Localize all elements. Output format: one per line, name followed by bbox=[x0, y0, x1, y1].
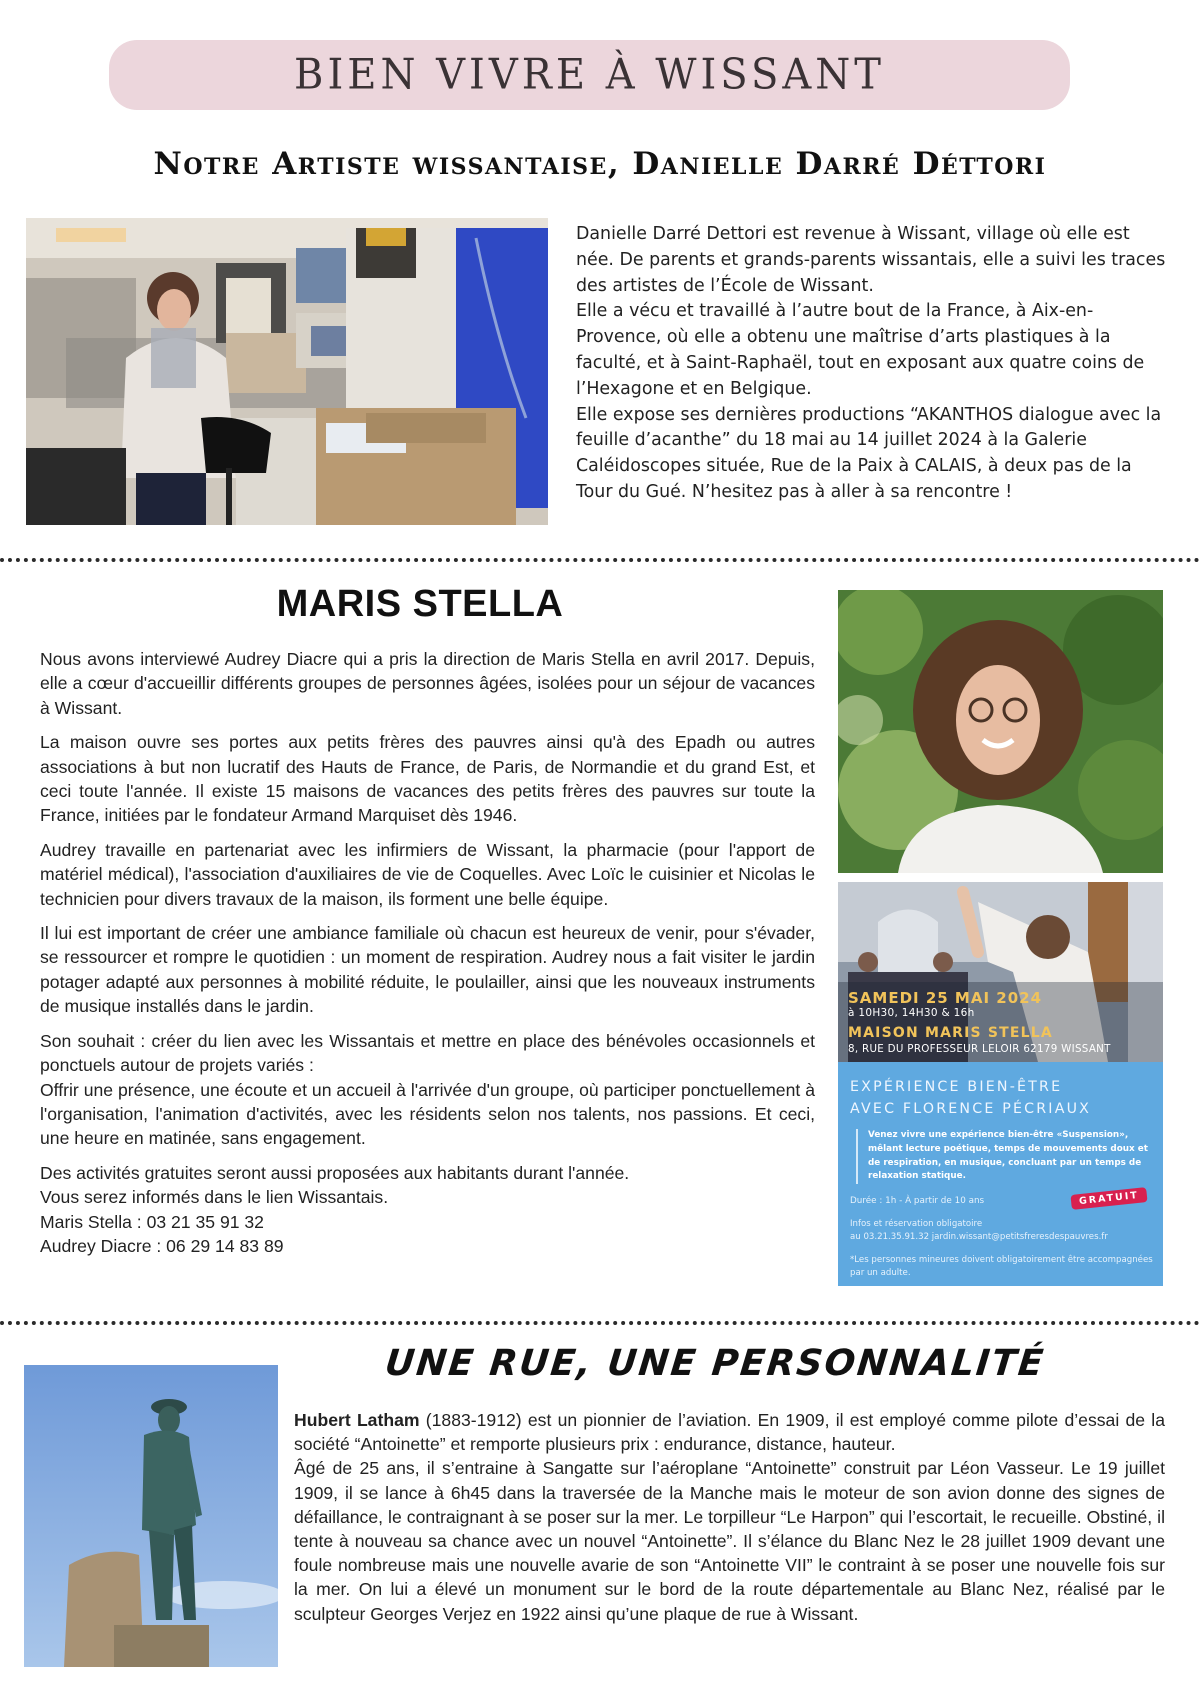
artist-article-text bbox=[576, 222, 1171, 506]
rue-article-text bbox=[294, 1408, 1165, 1626]
event-venue: MAISON MARIS STELLA bbox=[848, 1025, 1053, 1041]
maris-stella-title: MARIS STELLA bbox=[276, 583, 564, 625]
audrey-diacre-portrait bbox=[838, 590, 1163, 873]
event-headline-line: EXPÉRIENCE BIEN-ÊTRE bbox=[850, 1079, 1063, 1095]
section-divider bbox=[0, 1321, 1200, 1325]
maris-stella-article-text bbox=[40, 647, 815, 1258]
page-title: BIEN VIVRE À WISSANT bbox=[294, 50, 885, 100]
rue-paragraph: (1883-1912) est un pionnier de l’aviation. En 1909, il est employé comme pilote d’essai de la société “Antoinette” et remporte plusieurs prix : endurance, distance, hauteur. bbox=[294, 1410, 1165, 1455]
event-duration: Durée : 1h - À partir de 10 ans bbox=[850, 1196, 985, 1206]
artist-section-title: Notre Artiste wissantaise, Danielle Darré Déttori bbox=[153, 146, 1047, 182]
artist-studio-photo bbox=[26, 218, 548, 525]
event-times: à 10H30, 14H30 & 16h bbox=[848, 1007, 975, 1019]
maris-wish-detail: Offrir une présence, une écoute et un accueil à l'arrivée d'un groupe, où participer ponctuellement à l'organisation, l'animation d'activités, avec les résidents selon nos talents, nos passions. Et ceci, une heure en matinée, sans engagement. bbox=[40, 1079, 815, 1149]
maris-wish-intro: Son souhait : créer du lien avec les Wissantais et mettre en place des bénévoles occasionnels et ponctuels autour de projets variés : bbox=[40, 1030, 815, 1076]
artist-paragraph: Elle a vécu et travaillé à l’autre bout de la France, à Aix-en-Provence, où elle a obtenu une maîtrise d’arts plastiques à la faculté, et à Saint-Raphaël, tout en exposant aux quatre coins de l’Hexagone et en Belgique. bbox=[576, 301, 1145, 399]
event-contact-line: au 03.21.35.91.32 jardin.wissant@petitsfreresdespauvres.fr bbox=[850, 1232, 1108, 1242]
maris-paragraph: La maison ouvre ses portes aux petits frères des pauvres ainsi qu'à des Epadh ou autres associations à but non lucratif des Hauts de France, de Paris, de Normandie et du grand Est, et ceci toute l'année. Il existe 15 maisons de vacances des petits frères des pauvres sur toute la France, initiées par le fondateur Armand Marquiset dès 1946. bbox=[40, 732, 815, 826]
event-minors-note: *Les personnes mineures doivent obligatoirement être accompagnées par un adulte. bbox=[850, 1255, 1153, 1278]
section-divider bbox=[0, 558, 1200, 562]
maris-paragraph: Nous avons interviewé Audrey Diacre qui a pris la direction de Maris Stella en avril 2017. Depuis, elle a cœur d'accueillir différents groupes de personnes âgées, isolées pour un séjour de vacances à Wissant. bbox=[40, 649, 815, 718]
event-booking-info bbox=[850, 1218, 1160, 1244]
hubert-latham-statue-photo bbox=[24, 1365, 278, 1667]
maris-paragraph: Il lui est important de créer une ambiance familiale où chacun est heureux de venir, pour s'évader, se ressourcer et rompre le quotidien : un moment de respiration. Audrey nous a fait visiter le jardin potager adapté aux personnes à mobilité réduite, le poulailler, ainsi que les nouveaux instruments de musique installés dans le jardin. bbox=[40, 923, 815, 1017]
event-address: 8, RUE DU PROFESSEUR LELOIR 62179 WISSANT bbox=[848, 1043, 1111, 1055]
personality-name: Hubert Latham bbox=[294, 1410, 420, 1430]
maris-paragraph: Audrey travaille en partenariat avec les infirmiers de Wissant, la pharmacie (pour l'apport de matériel médical), l'association d'auxiliaires de vie de Coquelles. Avec Loïc le cuisinier et Nicolas le technicien pour divers travaux de la maison, ils forment une belle équipe. bbox=[40, 839, 815, 909]
audrey-diacre-phone: Audrey Diacre : 06 29 14 83 89 bbox=[40, 1235, 284, 1256]
rue-paragraph: Âgé de 25 ans, il s’entraine à Sangatte sur l’aéroplane “Antoinette” construit par Léon Vasseur. Le 19 juillet 1909, il se lance à 6h45 dans la traversée de la Manche mais le moteur de son avion donne des signes de défaillance, le contraignant à se poser sur la mer. Le torpilleur “Le Harpon” qui l’escortait, le recueille. Obstiné, il tente à nouveau sa chance avec un nouvel “Antoinette”. Il s’élance du Blanc Nez le 28 juillet 1909 devant une foule nombreuse mais une nouvelle avarie de son “Antoinette VII” le contraint à se poser une nouvelle fois sur la mer. On lui a élevé un monument sur le bord de la route départementale au Blanc Nez, réalisé par le sculpteur Georges Verjez en 1922 ainsi qu’une plaque de rue à Wissant. bbox=[294, 1458, 1165, 1624]
artist-paragraph: Elle expose ses dernières productions “AKANTHOS dialogue avec la feuille d’acanthe” du 18 mai au 14 juillet 2024 à la Galerie Caléidoscopes située, Rue de la Paix à CALAIS, à deux pas de la Tour du Gué. N’hesitez pas à aller à sa rencontre ! bbox=[576, 404, 1162, 502]
event-description: Venez vivre une expérience bien-être «Suspension», mêlant lecture poétique, temps de mouvements doux et de respiration, en musique, concluant par un temps de relaxation statique. bbox=[856, 1129, 1154, 1184]
page-banner bbox=[109, 40, 1070, 110]
closing-line: Des activités gratuites seront aussi proposées aux habitants durant l'année. bbox=[40, 1162, 630, 1183]
maris-closing bbox=[40, 1161, 815, 1259]
artist-paragraph: Danielle Darré Dettori est revenue à Wissant, village où elle est née. De parents et grands-parents wissantais, elle a suivi les traces des artistes de l’École de Wissant. bbox=[576, 224, 1166, 296]
free-badge: GRATUIT bbox=[1070, 1187, 1147, 1210]
event-date: SAMEDI 25 MAI 2024 bbox=[848, 989, 1043, 1007]
event-headline-line: AVEC FLORENCE PÉCRIAUX bbox=[850, 1101, 1092, 1117]
event-info-line: Infos et réservation obligatoire bbox=[850, 1219, 983, 1229]
wellbeing-event-flyer bbox=[838, 882, 1163, 1286]
rue-section-title: UNE RUE, UNE PERSONNALITÉ bbox=[383, 1343, 1047, 1384]
event-headline bbox=[850, 1076, 1155, 1120]
closing-line: Vous serez informés dans le lien Wissantais. bbox=[40, 1187, 389, 1208]
maris-stella-phone: Maris Stella : 03 21 35 91 32 bbox=[40, 1211, 264, 1232]
